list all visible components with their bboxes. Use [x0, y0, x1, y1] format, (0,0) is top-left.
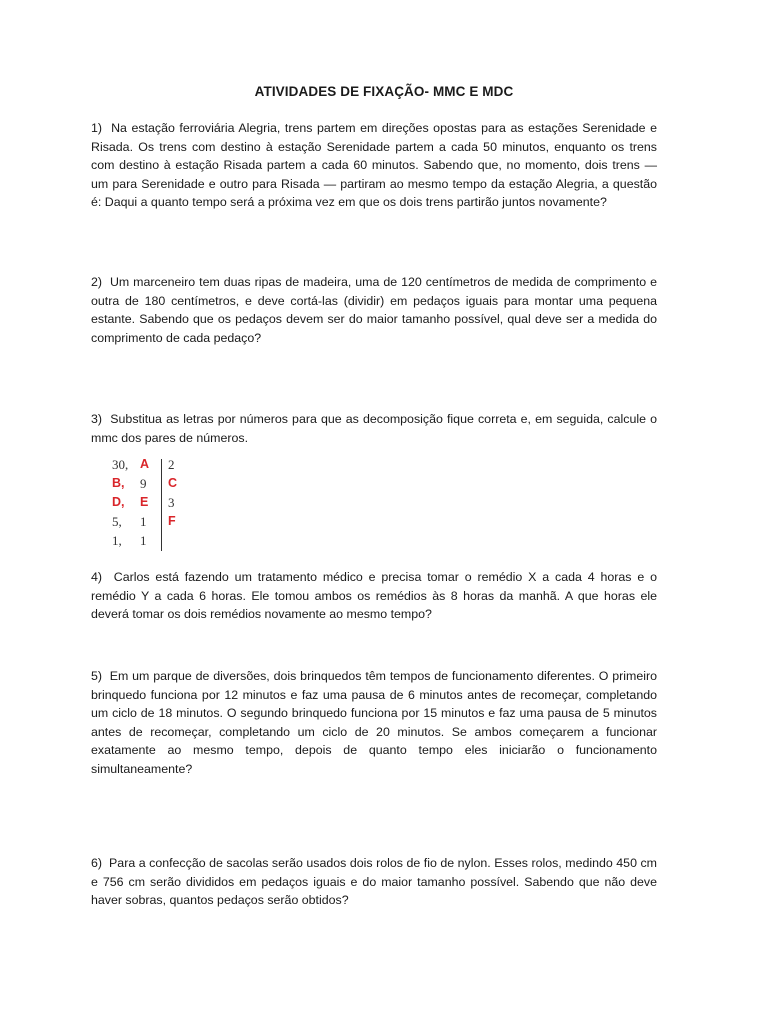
factor-cell: 30,	[112, 457, 129, 472]
factor-letter: C	[168, 476, 178, 490]
question-number: 5)	[91, 669, 103, 683]
factor-row	[110, 533, 200, 551]
factor-cell: 1,	[112, 533, 122, 548]
factor-cell: 9	[140, 476, 147, 491]
question-1	[91, 119, 657, 212]
question-3	[91, 410, 657, 447]
factor-letter: A	[140, 457, 150, 471]
question-text: Carlos está fazendo um tratamento médico e precisa tomar o remédio X a cada 4 horas e o remédio Y a cada 6 horas. Ele tomou ambos os remédios às 8 horas da manhã. A que horas ele deverá tomar os dois remédios novamente ao mesmo tempo?	[91, 570, 657, 622]
question-4	[91, 568, 657, 624]
question-number: 2)	[91, 275, 103, 289]
question-text: Um marceneiro tem duas ripas de madeira, uma de 120 centímetros de medida de comprimento e outra de 180 centímetros, e deve cortá-las (dividir) em pedaços iguais para montar uma pequena estante. Sabendo que os pedaços devem ser do maior tamanho possível, qual deve ser a medida do comprimento de cada pedaço?	[91, 275, 657, 345]
factor-letter: F	[168, 514, 176, 528]
question-6	[91, 854, 657, 910]
factor-row	[110, 514, 200, 532]
factor-row	[110, 476, 200, 494]
factor-divisor: 2	[168, 457, 175, 472]
question-number: 3)	[91, 412, 103, 426]
factor-table	[110, 457, 200, 552]
question-number: 6)	[91, 856, 103, 870]
factor-cell: 5,	[112, 514, 122, 529]
factor-letter: D,	[112, 495, 125, 509]
question-text: Para a confecção de sacolas serão usados dois rolos de fio de nylon. Esses rolos, medindo 450 cm e 756 cm serão divididos em pedaços iguais e do maior tamanho possível. Sabendo que não deve haver sobras, quantos pedaços serão obtidos?	[91, 856, 657, 908]
question-text: Na estação ferroviária Alegria, trens partem em direções opostas para as estações Serenidade e Risada. Os trens com destino à estação Serenidade partem a cada 50 minutos, enquanto os trens com destino à estação Risada partem a cada 60 minutos. Sabendo que, no momento, dois trens — um para Serenidade e outro para Risada — partiram ao mesmo tempo da estação Alegria, a questão é: Daqui a quanto tempo será a próxima vez em que os dois trens partirão juntos novamente?	[91, 121, 657, 210]
factor-cell: 1	[140, 514, 147, 529]
factor-row	[110, 457, 200, 475]
question-2	[91, 273, 657, 347]
factor-cell: 1	[140, 533, 147, 548]
page-title: ATIVIDADES DE FIXAÇÃO- MMC E MDC	[254, 84, 514, 99]
question-text: Substitua as letras por números para que as decomposição fique correta e, em seguida, calcule o mmc dos pares de números.	[91, 412, 657, 445]
question-5	[91, 667, 657, 779]
question-number: 4)	[91, 570, 103, 584]
question-text: Em um parque de diversões, dois brinquedos têm tempos de funcionamento diferentes. O primeiro brinquedo funciona por 12 minutos e faz uma pausa de 6 minutos antes de recomeçar, completando um ciclo de 18 minutos. O segundo brinquedo funciona por 15 minutos e faz uma pausa de 5 minutos antes de recomeçar, completando um ciclo de 20 minutos. Se ambos começarem a funcionar exatamente ao mesmo tempo, depois de quanto tempo eles iniciarão o funcionamento simultaneamente?	[91, 669, 658, 776]
factor-letter: B,	[112, 476, 125, 490]
question-number: 1)	[91, 121, 103, 135]
factor-letter: E	[140, 495, 149, 509]
factor-row	[110, 495, 200, 513]
factor-divisor: 3	[168, 495, 175, 510]
